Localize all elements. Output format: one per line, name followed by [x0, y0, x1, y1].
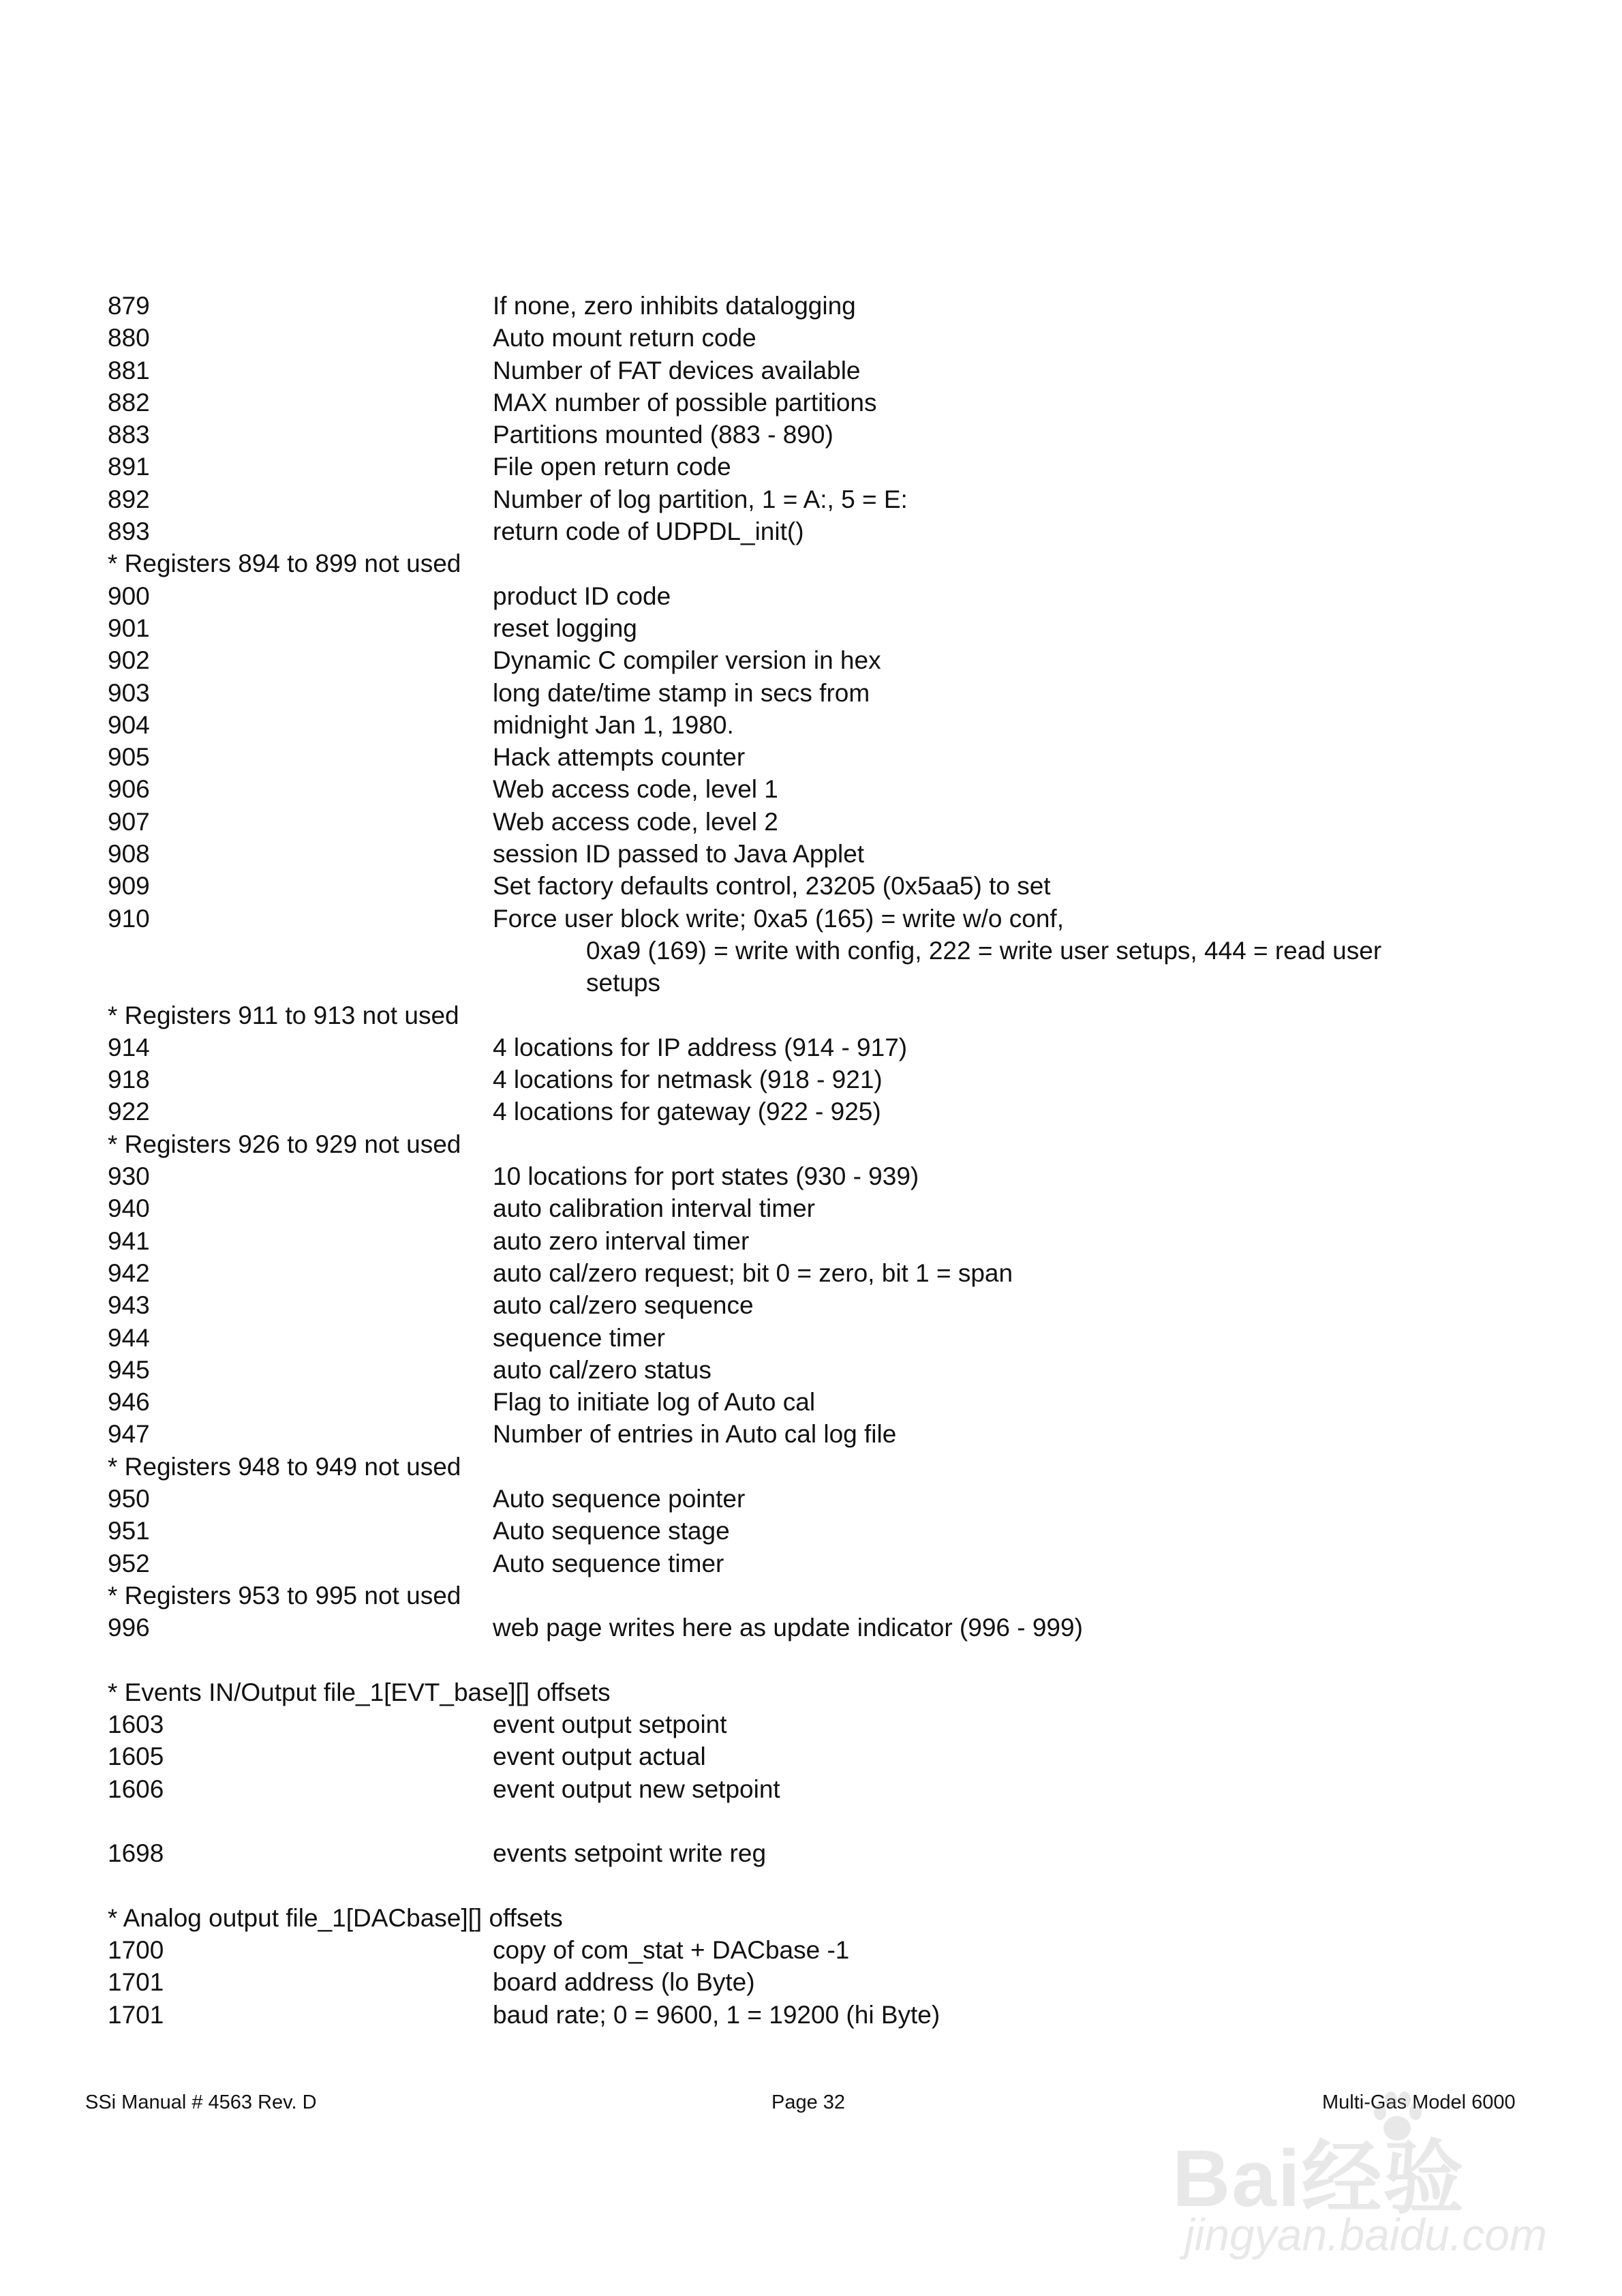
register-number: 1700 [108, 1936, 164, 1965]
register-row [108, 1547, 1539, 1580]
register-description: Auto mount return code [493, 324, 756, 352]
register-description: auto cal/zero status [493, 1355, 711, 1384]
register-number: 1603 [108, 1710, 164, 1739]
register-description: Partitions mounted (883 - 890) [493, 421, 833, 449]
register-number: 940 [108, 1194, 150, 1223]
register-number: 950 [108, 1484, 150, 1513]
register-row [108, 419, 1539, 451]
register-row [108, 290, 1539, 322]
register-row [108, 1160, 1539, 1192]
register-number: 1701 [108, 1968, 164, 1997]
note-text: * Registers 926 to 929 not used [108, 1130, 461, 1158]
register-description: Auto sequence stage [493, 1517, 730, 1545]
register-number: 880 [108, 324, 150, 352]
register-row [108, 773, 1539, 805]
section-note [108, 1128, 1539, 1160]
watermark-logo-text: Bai经验 [1172, 2134, 1465, 2224]
register-number: 893 [108, 517, 150, 546]
register-description: If none, zero inhibits datalogging [493, 292, 856, 320]
register-row [108, 1096, 1539, 1128]
register-description: product ID code [493, 581, 671, 610]
register-description: Number of log partition, 1 = A:, 5 = E: [493, 485, 908, 513]
register-row [108, 1418, 1539, 1450]
register-number: 918 [108, 1066, 150, 1094]
register-description: Auto sequence pointer [493, 1484, 746, 1513]
register-row [108, 1966, 1539, 1998]
register-description: board address (lo Byte) [493, 1968, 755, 1997]
register-number: 1606 [108, 1774, 164, 1803]
register-row [108, 806, 1539, 838]
register-description: Web access code, level 2 [493, 807, 778, 836]
register-row [108, 1837, 1539, 1869]
baidu-watermark [1159, 2113, 1547, 2277]
section-note [108, 999, 1539, 1031]
section-note [108, 1902, 1539, 1934]
register-number: 943 [108, 1291, 150, 1320]
register-row [108, 1708, 1539, 1740]
register-row [108, 644, 1539, 676]
register-description: MAX number of possible partitions [493, 388, 877, 417]
register-description: sequence timer [493, 1323, 665, 1352]
register-description: 4 locations for netmask (918 - 921) [493, 1066, 883, 1094]
register-number: 944 [108, 1323, 150, 1352]
register-number: 914 [108, 1033, 150, 1061]
register-number: 906 [108, 775, 150, 804]
register-row [108, 903, 1539, 935]
register-number: 891 [108, 453, 150, 481]
register-row [108, 1257, 1539, 1289]
register-description: web page writes here as update indicator (996 - 999) [493, 1614, 1083, 1642]
register-number: 946 [108, 1388, 150, 1417]
register-number: 907 [108, 807, 150, 836]
note-text: * Analog output file_1[DACbase][] offsets [108, 1903, 563, 1932]
register-row [108, 1386, 1539, 1418]
register-row [108, 1063, 1539, 1096]
register-row [108, 515, 1539, 547]
register-number: 1698 [108, 1839, 164, 1868]
register-row [108, 1740, 1539, 1772]
section-note [108, 547, 1539, 579]
register-row [108, 1773, 1539, 1805]
register-description: return code of UDPDL_init() [493, 517, 804, 546]
register-row [108, 322, 1539, 354]
register-list [108, 290, 1539, 2031]
register-description: Hack attempts counter [493, 743, 746, 772]
register-number: 908 [108, 840, 150, 868]
register-number: 951 [108, 1517, 150, 1545]
register-description: 4 locations for IP address (914 - 917) [493, 1033, 908, 1061]
section-note [108, 1580, 1539, 1612]
register-row [108, 1031, 1539, 1063]
register-row [108, 354, 1539, 387]
register-description: 4 locations for gateway (922 - 925) [493, 1098, 881, 1126]
register-description: Number of FAT devices available [493, 356, 861, 384]
register-description: copy of com_stat + DACbase -1 [493, 1936, 850, 1965]
register-row [108, 709, 1539, 741]
register-number: 905 [108, 743, 150, 772]
watermark-url: jingyan.baidu.com [1184, 2209, 1547, 2260]
register-number: 904 [108, 710, 150, 739]
register-number: 941 [108, 1226, 150, 1255]
register-row [108, 1612, 1539, 1644]
register-row [108, 1322, 1539, 1354]
register-description: Flag to initiate log of Auto cal [493, 1388, 816, 1417]
register-row [108, 741, 1539, 773]
note-text: * Events IN/Output file_1[EVT_base][] offsets [108, 1678, 611, 1706]
register-row [108, 1515, 1539, 1547]
register-number: 882 [108, 388, 150, 417]
register-row [108, 483, 1539, 515]
register-description-continued: setups [586, 969, 661, 997]
register-row-continuation [108, 935, 1539, 967]
register-row [108, 451, 1539, 483]
register-number: 883 [108, 421, 150, 449]
register-number: 909 [108, 872, 150, 901]
register-description: auto zero interval timer [493, 1226, 750, 1255]
register-number: 903 [108, 678, 150, 707]
register-description: baud rate; 0 = 9600, 1 = 19200 (hi Byte) [493, 2000, 940, 2029]
blank-line [108, 1644, 1539, 1676]
register-number: 945 [108, 1355, 150, 1384]
register-row [108, 387, 1539, 419]
register-description: session ID passed to Java Applet [493, 840, 865, 868]
register-number: 892 [108, 485, 150, 513]
register-description: Web access code, level 1 [493, 775, 778, 804]
register-description: Auto sequence timer [493, 1549, 724, 1577]
blank-line [108, 1870, 1539, 1902]
register-number: 952 [108, 1549, 150, 1577]
register-row [108, 1999, 1539, 2031]
register-number: 910 [108, 904, 150, 933]
register-description: Set factory defaults control, 23205 (0x5aa5) to set [493, 872, 1051, 901]
footer-page-number: Page 32 [771, 2091, 846, 2113]
register-description: midnight Jan 1, 1980. [493, 710, 734, 739]
register-description: event output setpoint [493, 1710, 727, 1739]
register-row [108, 677, 1539, 709]
footer-manual-id: SSi Manual # 4563 Rev. D [85, 2091, 317, 2113]
register-row [108, 1289, 1539, 1321]
register-row [108, 838, 1539, 870]
register-description: Number of entries in Auto cal log file [493, 1420, 897, 1449]
register-number: 1701 [108, 2000, 164, 2029]
register-number: 996 [108, 1614, 150, 1642]
register-number: 900 [108, 581, 150, 610]
register-number: 879 [108, 292, 150, 320]
register-number: 881 [108, 356, 150, 384]
footer-model-name: Multi-Gas Model 6000 [1322, 2091, 1516, 2113]
register-row [108, 1192, 1539, 1224]
note-text: * Registers 894 to 899 not used [108, 549, 461, 578]
blank-line [108, 1805, 1539, 1837]
register-description: auto cal/zero request; bit 0 = zero, bit 1 = span [493, 1258, 1013, 1287]
register-description: File open return code [493, 453, 731, 481]
register-description: Dynamic C compiler version in hex [493, 646, 881, 675]
register-number: 922 [108, 1098, 150, 1126]
register-row-continuation [108, 967, 1539, 999]
register-number: 901 [108, 614, 150, 642]
register-number: 1605 [108, 1742, 164, 1771]
register-description: auto calibration interval timer [493, 1194, 815, 1223]
register-description: long date/time stamp in secs from [493, 678, 870, 707]
register-row [108, 870, 1539, 902]
register-description: 10 locations for port states (930 - 939) [493, 1162, 919, 1191]
note-text: * Registers 911 to 913 not used [108, 1001, 459, 1029]
register-description: reset logging [493, 614, 637, 642]
register-number: 930 [108, 1162, 150, 1191]
register-description: Force user block write; 0xa5 (165) = write w/o conf, [493, 904, 1064, 933]
register-row [108, 1354, 1539, 1386]
register-number: 942 [108, 1258, 150, 1287]
register-row [108, 1934, 1539, 1966]
register-row [108, 1225, 1539, 1257]
register-number: 902 [108, 646, 150, 675]
register-description: events setpoint write reg [493, 1839, 767, 1868]
note-text: * Registers 948 to 949 not used [108, 1452, 461, 1481]
register-row [108, 612, 1539, 644]
register-description: auto cal/zero sequence [493, 1291, 754, 1320]
register-row [108, 1483, 1539, 1515]
register-row [108, 580, 1539, 612]
register-description: event output new setpoint [493, 1774, 780, 1803]
note-text: * Registers 953 to 995 not used [108, 1581, 461, 1610]
register-number: 947 [108, 1420, 150, 1449]
register-description-continued: 0xa9 (169) = write with config, 222 = write user setups, 444 = read user [586, 936, 1382, 965]
register-description: event output actual [493, 1742, 706, 1771]
section-note [108, 1676, 1539, 1708]
section-note [108, 1451, 1539, 1483]
